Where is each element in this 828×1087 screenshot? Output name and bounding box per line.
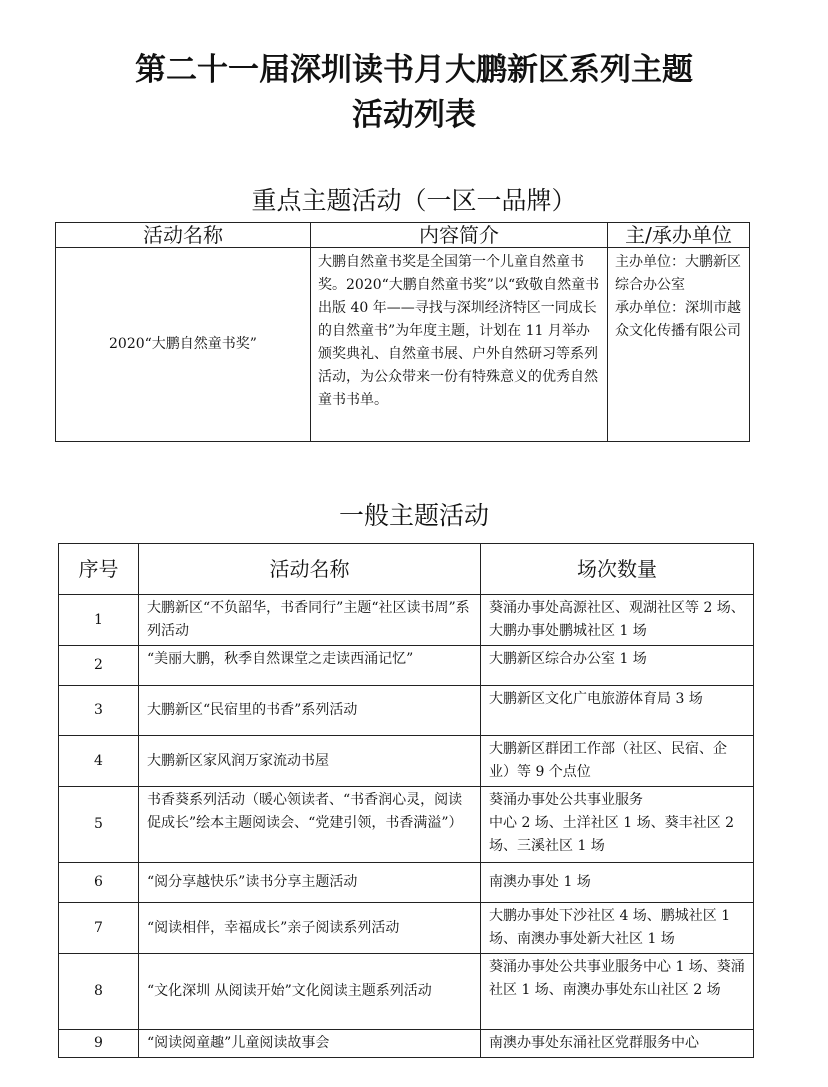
activity-name: “阅读阅童趣”儿童阅读故事会 bbox=[139, 1030, 481, 1058]
general-activities-table bbox=[58, 543, 754, 1058]
row-number: 8 bbox=[59, 954, 139, 1030]
sessions: 南澳办事处东涌社区党群服务中心 bbox=[481, 1030, 754, 1058]
table-row bbox=[59, 646, 754, 686]
sessions: 大鹏新区群团工作部（社区、民宿、企业）等 9 个点位 bbox=[481, 736, 754, 787]
table-row bbox=[59, 736, 754, 787]
activity-name: 书香葵系列活动（暖心领读者、“书香润心灵，阅读促成长”绘本主题阅读会、“党建引领，书香满溢”） bbox=[139, 787, 481, 863]
sessions: 葵涌办事处公共事业服务中心 1 场、葵涌社区 1 场、南澳办事处东山社区 2 场 bbox=[481, 954, 754, 1030]
activity-name-cell: 2020“大鹏自然童书奖” bbox=[56, 248, 311, 442]
activity-name: “美丽大鹏，秋季自然课堂之走读西涌记忆” bbox=[139, 646, 481, 686]
table-row bbox=[59, 954, 754, 1030]
table-header-row bbox=[56, 223, 750, 248]
row-number: 4 bbox=[59, 736, 139, 787]
sessions: 葵涌办事处公共事业服务 中心 2 场、土洋社区 1 场、葵丰社区 2 场、三溪社区 1 场 bbox=[481, 787, 754, 863]
row-number: 1 bbox=[59, 595, 139, 646]
activity-name: “文化深圳 从阅读开始”文化阅读主题系列活动 bbox=[139, 954, 481, 1030]
sessions: 南澳办事处 1 场 bbox=[481, 863, 754, 903]
column-header-name: 活动名称 bbox=[56, 223, 311, 248]
sessions: 大鹏办事处下沙社区 4 场、鹏城社区 1 场、南澳办事处新大社区 1 场 bbox=[481, 903, 754, 954]
activity-name: 大鹏新区家风润万家流动书屋 bbox=[139, 736, 481, 787]
row-number: 7 bbox=[59, 903, 139, 954]
column-header-activity-name: 活动名称 bbox=[139, 544, 481, 595]
column-header-organizer: 主/承办单位 bbox=[608, 223, 750, 248]
table-row bbox=[59, 787, 754, 863]
document-title-line-1: 第二十一届深圳读书月大鹏新区系列主题 bbox=[135, 52, 693, 88]
table-row bbox=[59, 1030, 754, 1058]
key-section-heading: 重点主题活动（一区一品牌） bbox=[251, 186, 577, 215]
activity-name: “阅读相伴，幸福成长”亲子阅读系列活动 bbox=[139, 903, 481, 954]
table-row bbox=[59, 595, 754, 646]
activity-name: “阅分享越快乐”读书分享主题活动 bbox=[139, 863, 481, 903]
document-title-line-2: 活动列表 bbox=[352, 97, 476, 133]
row-number: 6 bbox=[59, 863, 139, 903]
table-row bbox=[59, 686, 754, 736]
row-number: 5 bbox=[59, 787, 139, 863]
column-header-sessions: 场次数量 bbox=[481, 544, 754, 595]
table-row bbox=[59, 903, 754, 954]
sessions: 葵涌办事处高源社区、观湖社区等 2 场、大鹏办事处鹏城社区 1 场 bbox=[481, 595, 754, 646]
column-header-number: 序号 bbox=[59, 544, 139, 595]
general-section-heading: 一般主题活动 bbox=[338, 501, 489, 530]
activity-name: 大鹏新区“不负韶华，书香同行”主题“社区读书周”系列活动 bbox=[139, 595, 481, 646]
activity-description-cell: 大鹏自然童书奖是全国第一个儿童自然童书奖。2020“大鹏自然童书奖”以“致敬自然童书出版 40 年——寻找与深圳经济特区一同成长的自然童书”为年度主题，计划在 11 月举办颁奖典礼、自然童书展、户外自然研习等系列活动，为公众带来一份有特殊意义的优秀自然童书书单。 bbox=[311, 248, 608, 442]
sessions: 大鹏新区综合办公室 1 场 bbox=[481, 646, 754, 686]
key-activities-table bbox=[55, 222, 750, 442]
row-number: 9 bbox=[59, 1030, 139, 1058]
column-header-description: 内容简介 bbox=[311, 223, 608, 248]
table-header-row bbox=[59, 544, 754, 595]
sessions: 大鹏新区文化广电旅游体育局 3 场 bbox=[481, 686, 754, 736]
organizer-cell: 主办单位：大鹏新区综合办公室 承办单位：深圳市越众文化传播有限公司 bbox=[608, 248, 750, 442]
table-row bbox=[59, 863, 754, 903]
row-number: 3 bbox=[59, 686, 139, 736]
table-row bbox=[56, 248, 750, 442]
row-number: 2 bbox=[59, 646, 139, 686]
activity-name: 大鹏新区“民宿里的书香”系列活动 bbox=[139, 686, 481, 736]
